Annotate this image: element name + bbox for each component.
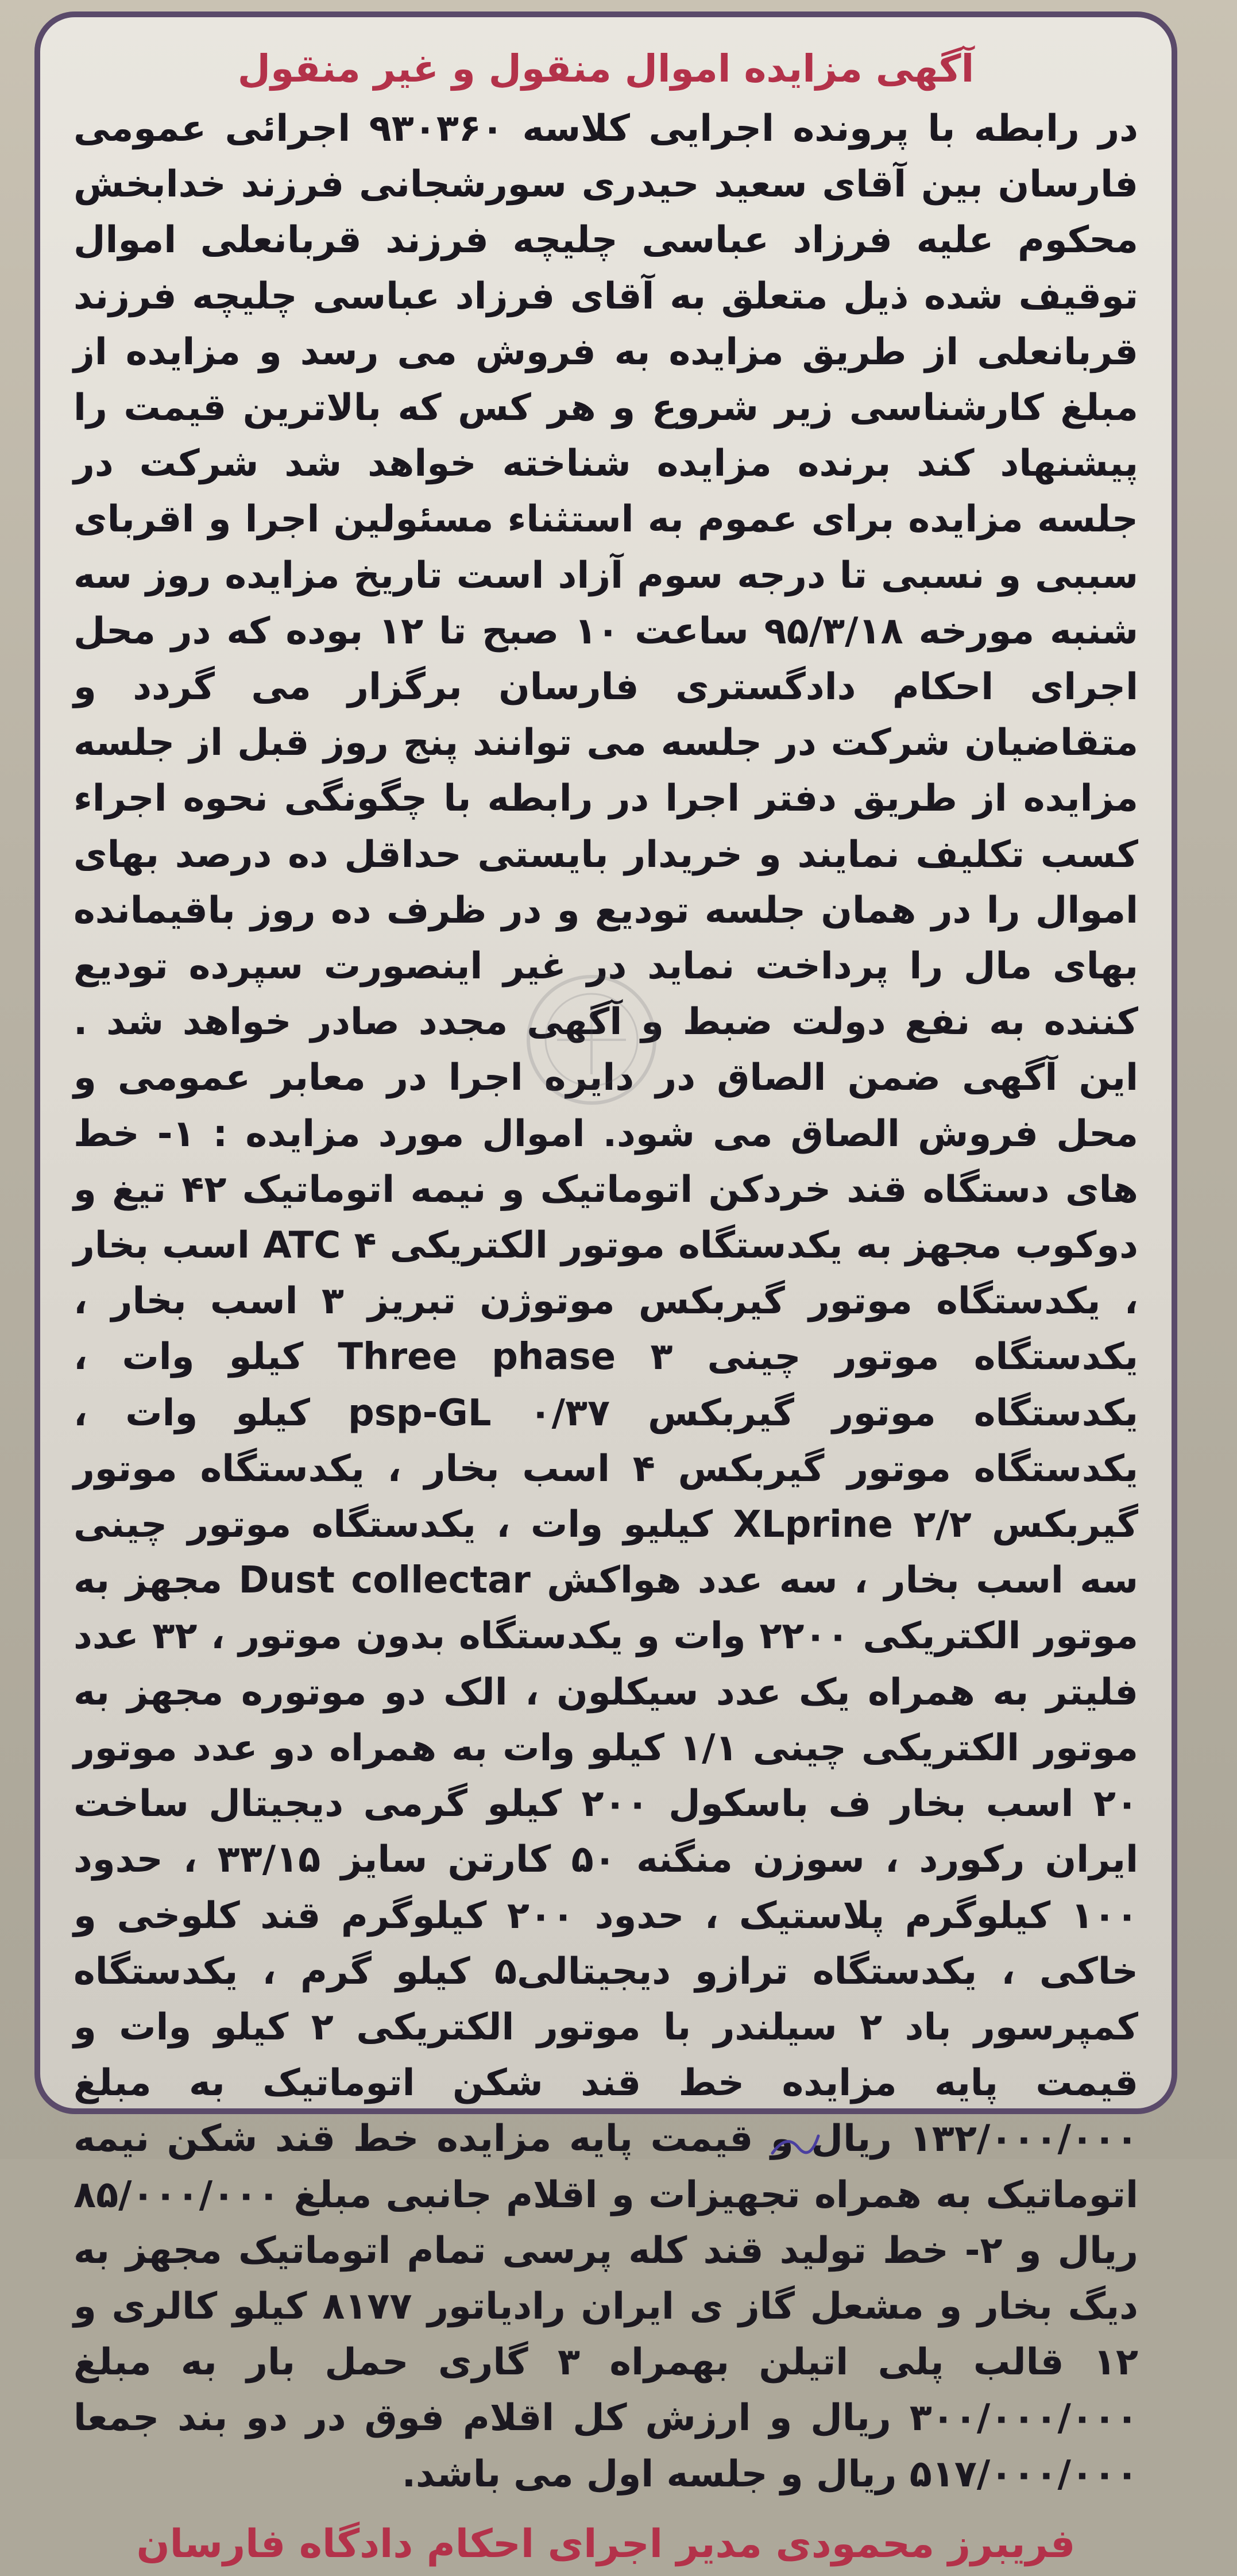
notice-body: در رابطه با پرونده اجرایی کلاسه ۹۳۰۳۶۰ اجرائی عمومی فارسان بین آقای سعید حیدری سورشجانی فرزند خدابخش محکوم علیه فرزاد عباسی چلیچه فرزند قربانعلی اموال توقیف شده ذیل متعلق به آقای فرزاد عباسی چلیچه فرزند قربانعلی از طریق مزایده به فروش می رسد و مزایده از مبلغ کارشناسی زیر شروع و هر کس که بالاترین قیمت را پیشنهاد کند برنده مزایده شناخته خواهد شد شرکت در جلسه مزایده برای عموم به استثناء مسئولین اجرا و اقربای سببی و نسبی تا درجه سوم آزاد است تاریخ مزایده روز سه شنبه مورخه ۹۵/۳/۱۸ ساعت ۱۰ صبح تا ۱۲ بوده که در محل اجرای احکام دادگستری فارسان برگزار می گردد و متقاضیان شرکت در جلسه می توانند پنج روز قبل از جلسه مزایده از طریق دفتر اجرا در رابطه با چگونگی نحوه اجراء کسب تکلیف نمایند و خریدار بایستی حداقل ده درصد بهای اموال را در همان جلسه تودیع و در ظرف ده روز باقیمانده بهای مال را پرداخت نماید در غیر اینصورت سپرده تودیع کننده به نفع دولت ضبط و آگهی مجدد صادر خواهد شد . این آگهی ضمن الصاق در دایره اجرا در معابر عمومی و محل فروش الصاق می شود. اموال مورد مزایده : ۱- خط های دستگاه قند خردکن اتوماتیک و نیمه اتوماتیک ۴۲ تیغ و دوکوب مجهز به یکدستگاه موتور الکتریکی ATC ۴ اسب بخار ، یکدستگاه موتور گیربکس موتوژن تبریز ۳ اسب بخار ، یکدستگاه موتور چینی Three phase ۳ کیلو وات ، یکدستگاه موتور گیربکس psp-GL ۰/۳۷ کیلو وات ، یکدستگاه موتور گیربکس ۴ اسب بخار ، یکدستگاه موتور گیربکس XLprine ۲/۲ کیلیو وات ، یکدستگاه موتور چینی سه اسب بخار ، سه عدد هواکش Dust collectar مجهز به موتور الکتریکی ۲۲۰۰ وات و یکدستگاه بدون موتور ، ۳۲ عدد فلیتر به همراه یک عدد سیکلون ، الک دو موتوره مجهز به موتور الکتریکی چینی ۱/۱ کیلو وات به همراه دو عدد موتور ۲۰ اسب بخار ف باسکول ۲۰۰ کیلو گرمی دیجیتال ساخت ایران رکورد ، سوزن منگنه ۵۰ کارتن سایز ۳۳/۱۵ ، حدود ۱۰۰ کیلوگرم پلاستیک ، حدود ۲۰۰ کیلوگرم قند کلوخی و خاکی ، یکدستگاه ترازو دیجیتالی۵ کیلو گرم ، یکدستگاه کمپرسور باد ۲ سیلندر با موتور الکتریکی ۲ کیلو وات و قیمت پایه مزایده خط قند شکن اتوماتیک به مبلغ ۱۳۲/۰۰۰/۰۰۰ ریال و قیمت پایه مزایده خط قند شکن نیمه اتوماتیک به همراه تجهیزات و اقلام جانبی مبلغ ۸۵/۰۰۰/۰۰۰ ریال و ۲- خط تولید قند کله پرسی تمام اتوماتیک مجهز به دیگ بخار و مشعل گاز ی ایران رادیاتور ۸۱۷۷ کیلو کالری و ۱۲ قالب پلی اتیلن بهمراه ۳ گاری حمل بار به مبلغ ۳۰۰/۰۰۰/۰۰۰ ریال و ارزش کل اقلام فوق در دو بند جمعا ۵۱۷/۰۰۰/۰۰۰ ریال و جلسه اول می باشد. xyxy=(74,107,1139,2496)
notice-signature: فریبرز محمودی مدیر اجرای احکام دادگاه فارسان xyxy=(136,2521,1076,2567)
pen-mark-icon xyxy=(770,2130,821,2159)
watermark-stamp-icon xyxy=(517,954,666,1126)
notice-title: آگهی مزایده اموال منقول و غیر منقول xyxy=(237,47,975,91)
